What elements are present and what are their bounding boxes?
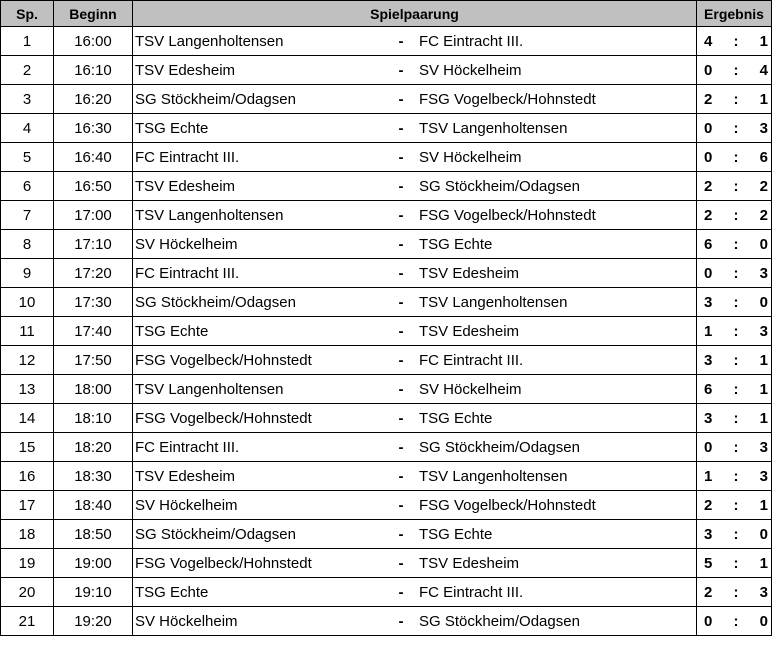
home-team: TSG Echte [135, 322, 209, 340]
result-cell [697, 143, 772, 172]
pairing-cell [133, 56, 697, 85]
home-team: FC Eintracht III. [135, 438, 240, 456]
away-team: TSG Echte [419, 525, 493, 543]
result-cell [697, 607, 772, 636]
result-cell [697, 27, 772, 56]
pairing-separator: - [398, 293, 404, 311]
score-colon: : [733, 351, 739, 369]
result-cell [697, 520, 772, 549]
away-team: TSV Langenholtensen [419, 119, 568, 137]
away-goals: 4 [759, 61, 768, 79]
away-goals: 1 [759, 380, 768, 398]
score-colon: : [733, 148, 739, 166]
start-time: 17:40 [54, 317, 133, 346]
table-row [1, 114, 772, 143]
start-time: 19:10 [54, 578, 133, 607]
pairing-cell [133, 143, 697, 172]
home-team: FSG Vogelbeck/Hohnstedt [135, 351, 312, 369]
away-goals: 0 [759, 235, 768, 253]
table-row [1, 520, 772, 549]
pairing-separator: - [398, 90, 404, 108]
score-colon: : [733, 206, 739, 224]
away-team: TSV Edesheim [419, 322, 520, 340]
start-time: 18:40 [54, 491, 133, 520]
home-goals: 0 [704, 264, 713, 282]
home-team: SV Höckelheim [135, 612, 238, 630]
game-number: 21 [1, 607, 54, 636]
pairing-separator: - [398, 554, 404, 572]
table-row [1, 346, 772, 375]
pairing-cell [133, 288, 697, 317]
pairing-separator: - [398, 583, 404, 601]
result-cell [697, 404, 772, 433]
table-row [1, 317, 772, 346]
pairing-cell [133, 172, 697, 201]
score-colon: : [733, 496, 739, 514]
header-result: Ergebnis [697, 1, 772, 27]
table-row [1, 607, 772, 636]
away-team: SV Höckelheim [419, 380, 522, 398]
start-time: 16:20 [54, 85, 133, 114]
score-colon: : [733, 90, 739, 108]
table-row [1, 230, 772, 259]
away-goals: 1 [759, 32, 768, 50]
score-colon: : [733, 438, 739, 456]
away-goals: 1 [759, 351, 768, 369]
result-cell [697, 317, 772, 346]
score-colon: : [733, 235, 739, 253]
pairing-separator: - [398, 351, 404, 369]
result-cell [697, 462, 772, 491]
score-colon: : [733, 583, 739, 601]
start-time: 18:50 [54, 520, 133, 549]
away-team: SV Höckelheim [419, 61, 522, 79]
home-goals: 2 [704, 177, 713, 195]
result-cell [697, 230, 772, 259]
pairing-separator: - [398, 61, 404, 79]
result-cell [697, 578, 772, 607]
start-time: 17:30 [54, 288, 133, 317]
home-team: SG Stöckheim/Odagsen [135, 90, 296, 108]
away-goals: 1 [759, 90, 768, 108]
header-game-number: Sp. [1, 1, 54, 27]
home-goals: 2 [704, 206, 713, 224]
pairing-cell [133, 114, 697, 143]
result-cell [697, 288, 772, 317]
home-goals: 0 [704, 61, 713, 79]
table-row [1, 549, 772, 578]
away-team: SG Stöckheim/Odagsen [419, 438, 580, 456]
start-time: 17:50 [54, 346, 133, 375]
game-number: 2 [1, 56, 54, 85]
score-colon: : [733, 612, 739, 630]
result-cell [697, 433, 772, 462]
home-team: TSV Langenholtensen [135, 380, 284, 398]
game-number: 11 [1, 317, 54, 346]
table-row [1, 433, 772, 462]
table-row [1, 491, 772, 520]
home-team: TSV Edesheim [135, 177, 236, 195]
table-row [1, 404, 772, 433]
home-goals: 3 [704, 293, 713, 311]
away-goals: 3 [759, 119, 768, 137]
game-number: 17 [1, 491, 54, 520]
home-goals: 1 [704, 467, 713, 485]
pairing-cell [133, 230, 697, 259]
table-row [1, 578, 772, 607]
game-number: 4 [1, 114, 54, 143]
start-time: 16:30 [54, 114, 133, 143]
pairing-separator: - [398, 496, 404, 514]
home-goals: 5 [704, 554, 713, 572]
away-team: FC Eintracht III. [419, 351, 524, 369]
pairing-cell [133, 27, 697, 56]
header-start-time: Beginn [54, 1, 133, 27]
table-header-row [1, 1, 772, 27]
start-time: 18:30 [54, 462, 133, 491]
result-cell [697, 56, 772, 85]
home-goals: 1 [704, 322, 713, 340]
table-row [1, 375, 772, 404]
home-goals: 3 [704, 525, 713, 543]
home-goals: 2 [704, 496, 713, 514]
away-team: TSG Echte [419, 235, 493, 253]
pairing-cell [133, 462, 697, 491]
result-cell [697, 172, 772, 201]
result-cell [697, 114, 772, 143]
score-colon: : [733, 322, 739, 340]
score-colon: : [733, 177, 739, 195]
header-pairing: Spielpaarung [133, 1, 697, 27]
start-time: 18:20 [54, 433, 133, 462]
pairing-separator: - [398, 438, 404, 456]
table-row [1, 143, 772, 172]
game-number: 10 [1, 288, 54, 317]
pairing-separator: - [398, 467, 404, 485]
home-goals: 0 [704, 148, 713, 166]
pairing-cell [133, 433, 697, 462]
pairing-cell [133, 85, 697, 114]
pairing-separator: - [398, 380, 404, 398]
away-team: SG Stöckheim/Odagsen [419, 177, 580, 195]
start-time: 16:40 [54, 143, 133, 172]
table-row [1, 85, 772, 114]
home-team: FSG Vogelbeck/Hohnstedt [135, 409, 312, 427]
result-cell [697, 491, 772, 520]
game-number: 7 [1, 201, 54, 230]
result-cell [697, 85, 772, 114]
start-time: 18:10 [54, 404, 133, 433]
pairing-cell [133, 346, 697, 375]
home-team: TSV Langenholtensen [135, 32, 284, 50]
home-team: FC Eintracht III. [135, 148, 240, 166]
away-team: FSG Vogelbeck/Hohnstedt [419, 90, 596, 108]
pairing-cell [133, 549, 697, 578]
score-colon: : [733, 525, 739, 543]
away-team: FC Eintracht III. [419, 32, 524, 50]
away-team: FSG Vogelbeck/Hohnstedt [419, 496, 596, 514]
table-row [1, 288, 772, 317]
pairing-cell [133, 317, 697, 346]
pairing-separator: - [398, 148, 404, 166]
away-goals: 3 [759, 438, 768, 456]
home-team: SG Stöckheim/Odagsen [135, 525, 296, 543]
away-goals: 3 [759, 264, 768, 282]
away-team: SG Stöckheim/Odagsen [419, 612, 580, 630]
home-team: TSG Echte [135, 583, 209, 601]
result-cell [697, 375, 772, 404]
score-colon: : [733, 61, 739, 79]
pairing-cell [133, 201, 697, 230]
pairing-separator: - [398, 206, 404, 224]
home-goals: 3 [704, 409, 713, 427]
home-goals: 0 [704, 438, 713, 456]
away-goals: 3 [759, 583, 768, 601]
result-cell [697, 549, 772, 578]
score-colon: : [733, 380, 739, 398]
score-colon: : [733, 293, 739, 311]
score-colon: : [733, 119, 739, 137]
home-team: FC Eintracht III. [135, 264, 240, 282]
away-team: FSG Vogelbeck/Hohnstedt [419, 206, 596, 224]
away-goals: 0 [759, 525, 768, 543]
result-cell [697, 346, 772, 375]
score-colon: : [733, 32, 739, 50]
pairing-separator: - [398, 32, 404, 50]
game-number: 12 [1, 346, 54, 375]
away-team: TSV Edesheim [419, 264, 520, 282]
game-number: 19 [1, 549, 54, 578]
score-colon: : [733, 409, 739, 427]
pairing-separator: - [398, 612, 404, 630]
away-goals: 3 [759, 467, 768, 485]
pairing-separator: - [398, 177, 404, 195]
pairing-cell [133, 375, 697, 404]
pairing-cell [133, 578, 697, 607]
pairing-cell [133, 491, 697, 520]
start-time: 17:20 [54, 259, 133, 288]
start-time: 17:10 [54, 230, 133, 259]
away-goals: 1 [759, 496, 768, 514]
away-team: SV Höckelheim [419, 148, 522, 166]
start-time: 18:00 [54, 375, 133, 404]
away-goals: 1 [759, 554, 768, 572]
pairing-separator: - [398, 409, 404, 427]
home-team: FSG Vogelbeck/Hohnstedt [135, 554, 312, 572]
game-number: 18 [1, 520, 54, 549]
pairing-separator: - [398, 264, 404, 282]
table-row [1, 27, 772, 56]
start-time: 16:00 [54, 27, 133, 56]
away-team: FC Eintracht III. [419, 583, 524, 601]
home-goals: 4 [704, 32, 713, 50]
game-number: 20 [1, 578, 54, 607]
table-row [1, 56, 772, 85]
start-time: 16:10 [54, 56, 133, 85]
home-goals: 2 [704, 583, 713, 601]
home-team: SG Stöckheim/Odagsen [135, 293, 296, 311]
home-team: SV Höckelheim [135, 235, 238, 253]
home-goals: 0 [704, 119, 713, 137]
score-colon: : [733, 554, 739, 572]
pairing-separator: - [398, 322, 404, 340]
result-cell [697, 259, 772, 288]
start-time: 19:00 [54, 549, 133, 578]
game-number: 5 [1, 143, 54, 172]
score-colon: : [733, 264, 739, 282]
home-goals: 6 [704, 380, 713, 398]
pairing-separator: - [398, 235, 404, 253]
result-cell [697, 201, 772, 230]
pairing-cell [133, 404, 697, 433]
away-goals: 1 [759, 409, 768, 427]
away-team: TSV Edesheim [419, 554, 520, 572]
home-team: TSV Edesheim [135, 467, 236, 485]
game-number: 16 [1, 462, 54, 491]
home-team: SV Höckelheim [135, 496, 238, 514]
pairing-cell [133, 520, 697, 549]
away-team: TSV Langenholtensen [419, 293, 568, 311]
home-goals: 2 [704, 90, 713, 108]
start-time: 19:20 [54, 607, 133, 636]
start-time: 16:50 [54, 172, 133, 201]
away-goals: 0 [759, 612, 768, 630]
away-goals: 0 [759, 293, 768, 311]
home-goals: 3 [704, 351, 713, 369]
table-row [1, 201, 772, 230]
away-team: TSV Langenholtensen [419, 467, 568, 485]
table-row [1, 172, 772, 201]
pairing-separator: - [398, 119, 404, 137]
match-rows [1, 27, 772, 636]
start-time: 17:00 [54, 201, 133, 230]
home-team: TSV Langenholtensen [135, 206, 284, 224]
score-colon: : [733, 467, 739, 485]
game-number: 1 [1, 27, 54, 56]
table-row [1, 462, 772, 491]
away-goals: 2 [759, 177, 768, 195]
pairing-cell [133, 607, 697, 636]
pairing-cell [133, 259, 697, 288]
home-goals: 0 [704, 612, 713, 630]
game-number: 15 [1, 433, 54, 462]
game-number: 6 [1, 172, 54, 201]
game-number: 9 [1, 259, 54, 288]
home-team: TSG Echte [135, 119, 209, 137]
pairing-separator: - [398, 525, 404, 543]
game-number: 13 [1, 375, 54, 404]
home-goals: 6 [704, 235, 713, 253]
away-goals: 2 [759, 206, 768, 224]
away-goals: 6 [759, 148, 768, 166]
home-team: TSV Edesheim [135, 61, 236, 79]
game-number: 8 [1, 230, 54, 259]
game-number: 14 [1, 404, 54, 433]
away-team: TSG Echte [419, 409, 493, 427]
table-row [1, 259, 772, 288]
away-goals: 3 [759, 322, 768, 340]
game-number: 3 [1, 85, 54, 114]
